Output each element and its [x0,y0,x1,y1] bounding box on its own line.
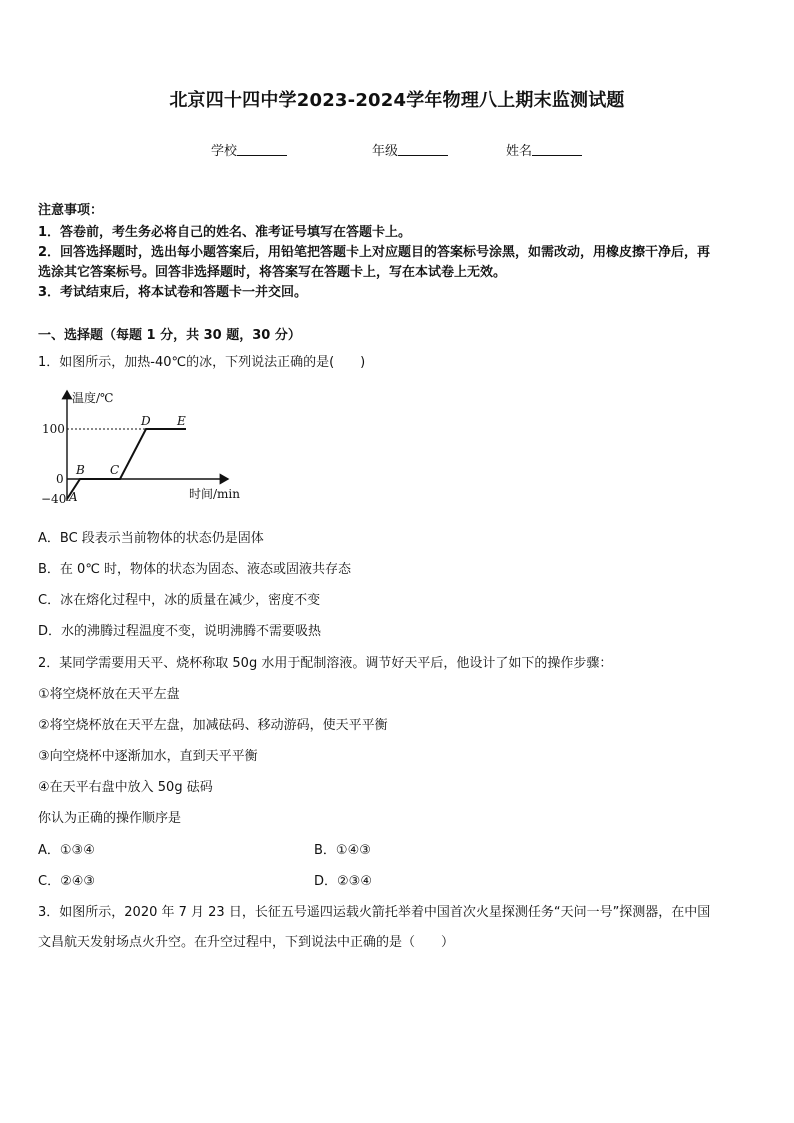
q1-stem: 1．如图所示，加热-40℃的冰，下列说法正确的是( ) [38,355,366,370]
temperature-time-graph [40,385,250,510]
q2-option-c: C．②④③ [38,874,96,889]
q1-option-b: B．在 0℃ 时，物体的状态为固态、液态或固液共存态 [38,562,352,577]
notice-item: 1．答卷前，考生务必将自己的姓名、准考证号填写在答题卡上。 [38,225,412,240]
q2-option-a: A．①③④ [38,843,95,858]
school-label: 学校 [211,144,238,159]
school-field [211,140,287,159]
q1-option-d: D．水的沸腾过程温度不变，说明沸腾不需要吸热 [38,624,322,639]
tick-0: 0 [56,472,64,486]
name-field [506,140,582,159]
grade-field [372,140,448,159]
q2-step-3: ③向空烧杯中逐渐加水，直到天平平衡 [38,749,258,764]
section-heading: 一、选择题（每题 1 分，共 30 题，30 分） [38,328,301,343]
heating-curve [67,429,186,499]
q2-stem: 2．某同学需要用天平、烧杯称取 50g 水用于配制溶液。调节好天平后，他设计了如下的操作步骤： [38,656,613,671]
q2-step-4: ④在天平右盘中放入 50g 砝码 [38,780,213,795]
q2-option-b: B．①④③ [314,843,371,858]
q2-option-d: D．②③④ [314,874,372,889]
page-title: 北京四十四中学2023-2024学年物理八上期末监测试题 [169,90,625,111]
q2-step-1: ①将空烧杯放在天平左盘 [38,687,180,702]
notice-item: 2．回答选择题时，选出每小题答案后，用铅笔把答题卡上对应题目的答案标号涂黑，如需改动，用橡皮擦干净后，再 [38,245,711,260]
grade-label: 年级 [372,144,399,159]
notice-item: 3．考试结束后，将本试卷和答题卡一并交回。 [38,285,308,300]
q2-step-2: ②将空烧杯放在天平左盘，加减砝码、移动游码，使天平平衡 [38,718,388,733]
name-label: 姓名 [506,144,533,159]
q3-stem-line-1: 3．如图所示，2020 年 7 月 23 日，长征五号遥四运载火箭托举着中国首次火星探测任务“天问一号”探测器，在中国 [38,905,711,920]
point-e-label: E [177,414,186,428]
q1-option-c: C．冰在熔化过程中，冰的质量在减少，密度不变 [38,593,321,608]
q1-option-a: A．BC 段表示当前物体的状态仍是固体 [38,531,264,546]
y-axis-label: 温度/℃ [72,391,114,405]
grade-blank [398,142,448,156]
q2-question: 你认为正确的操作顺序是 [38,811,182,826]
point-d-label: D [141,414,151,428]
point-b-label: B [76,463,85,477]
point-a-label: A [69,490,78,504]
school-blank [237,142,287,156]
q3-stem-line-2: 文昌航天发射场点火升空。在升空过程中，下到说法中正确的是（ ） [38,935,455,950]
notice-item: 选涂其它答案标号。回答非选择题时，将答案写在答题卡上，写在本试卷上无效。 [38,265,507,280]
tick-minus-40: −40 [41,492,67,506]
point-c-label: C [110,463,120,477]
notice-heading: 注意事项： [38,203,104,218]
x-axis-label: 时间/min [189,487,240,501]
notice-block [38,201,710,303]
tick-100: 100 [42,422,65,436]
name-blank [532,142,582,156]
